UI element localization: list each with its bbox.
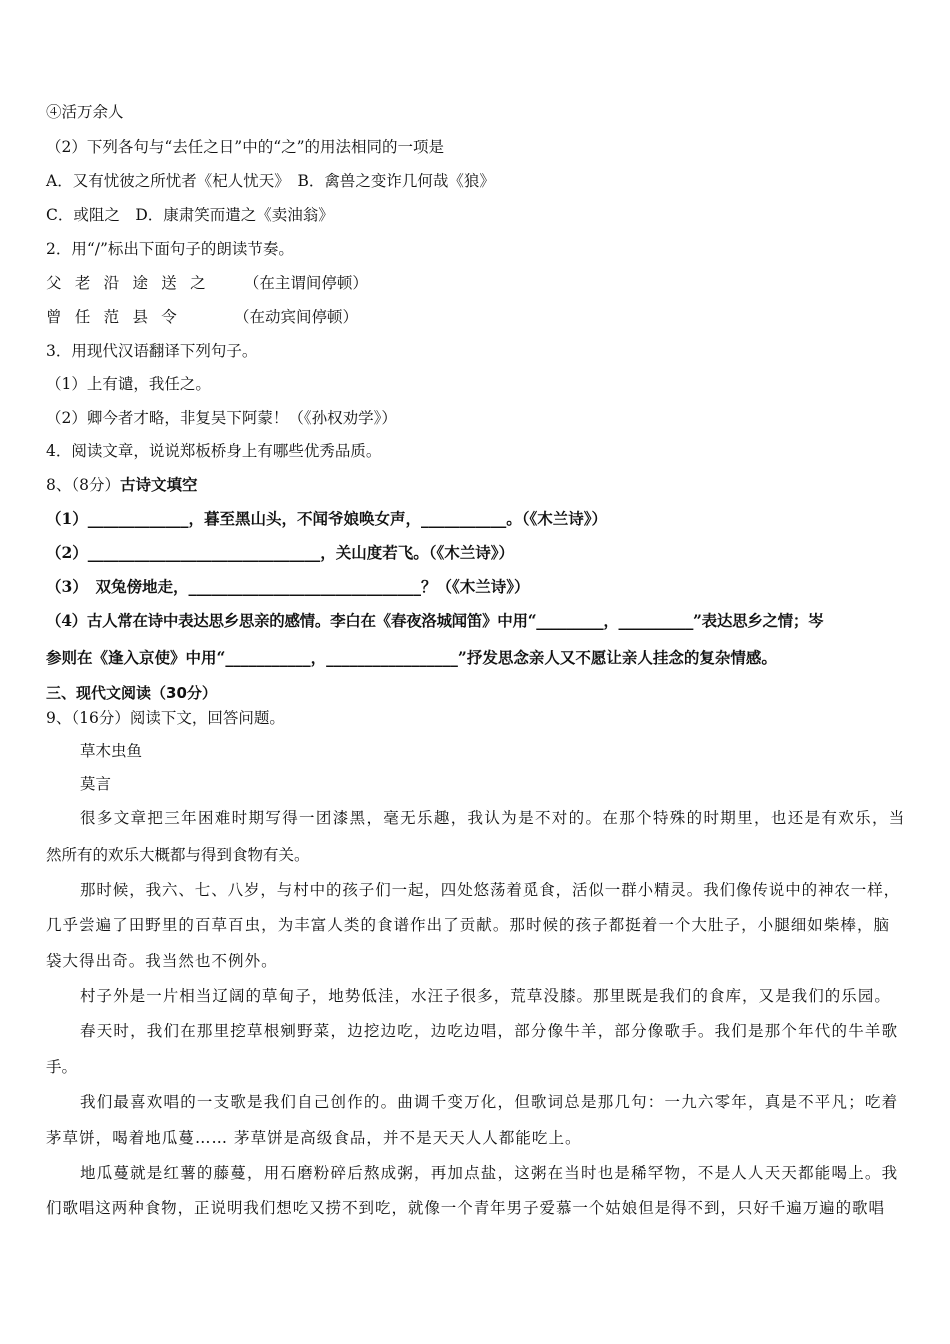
question-8-heading <box>46 475 198 495</box>
fill-blank-4-cont: 参则在《逢入京使》中用“___________，_________________”抒发思念亲人又不愿让亲人挂念的复杂情感。 <box>46 648 777 667</box>
choice-a-b: A．又有忧彼之所忧者《杞人忧天》 B．禽兽之变诈几何哉《狼》 <box>46 172 495 190</box>
paragraph-line: 们歌唱这两种食物，正说明我们想吃又捞不到吃，就像一个青年男子爱慕一个姑娘但是得不到，只好千遍万遍的歌唱 <box>46 1199 885 1217</box>
answer-option-4: ④活万余人 <box>46 103 124 121</box>
question-2-2: （2）下列各句与“去任之日”中的“之”的用法相同的一项是 <box>46 138 445 156</box>
question-3-1: （1）上有谴，我任之。 <box>46 375 211 393</box>
question-8-title: 古诗文填空 <box>119 475 198 494</box>
fill-blank-4: （4）古人常在诗中表达思乡思亲的感情。李白在《春夜洛城闻笛》中用“_________，__________”表达思乡之情；岑 <box>46 611 824 630</box>
fill-blank-2: （2）______________________________，关山度若飞。（《木兰诗》） <box>46 543 515 562</box>
paragraph-line: 村子外是一片相当辽阔的草甸子，地势低洼，水汪子很多，荒草没膝。那里既是我们的食库，又是我们的乐园。 <box>80 987 891 1005</box>
section-heading: 三、现代文阅读（30分） <box>46 684 217 702</box>
rhythm-sentence-2 <box>46 307 358 327</box>
rhythm-sentence-1 <box>46 273 368 293</box>
choice-c-d: C．或阻之 D．康肃笑而遣之《卖油翁》 <box>46 206 334 224</box>
paragraph-line: 那时候，我六、七、八岁，与村中的孩子们一起，四处悠荡着觅食，活似一群小精灵。我们像传说中的神农一样， <box>80 881 901 899</box>
paragraph-line: 茅草饼，喝着地瓜蔓…… 茅草饼是高级食品，并不是天天人人都能吃上。 <box>46 1129 582 1147</box>
paragraph-line: 袋大得出奇。我当然也不例外。 <box>46 952 278 970</box>
question-2: 2．用“/”标出下面句子的朗读节奏。 <box>46 240 294 258</box>
question-3-2: （2）卿今者才略，非复吴下阿蒙！（《孙权劝学》） <box>46 409 397 427</box>
rhythm-hint-1: （在主谓间停顿） <box>243 274 368 292</box>
paragraph-line: 春天时，我们在那里挖草根剜野菜，边挖边吃，边吃边唱，部分像牛羊，部分像歌手。我们是那个年代的牛羊歌 <box>80 1022 899 1040</box>
question-9: 9、（16分）阅读下文，回答问题。 <box>46 709 285 727</box>
fill-blank-1: （1）_____________，暮至黑山头，不闻爷娘唤女声，___________。（《木兰诗》） <box>46 509 608 528</box>
article-title: 草木虫鱼 <box>80 742 143 760</box>
question-3: 3．用现代汉语翻译下列句子。 <box>46 342 258 360</box>
rhythm-hint-2: （在动宾间停顿） <box>234 308 359 326</box>
article-author: 莫言 <box>80 775 112 793</box>
paragraph-line: 很多文章把三年困难时期写得一团漆黑，毫无乐趣，我认为是不对的。在那个特殊的时期里，也还是有欢乐，当 <box>80 809 906 827</box>
paragraph-line: 几乎尝遍了田野里的百草百虫，为丰富人类的食谱作出了贡献。那时候的孩子都挺着一个大肚子，小腿细如柴棒，脑 <box>46 916 891 934</box>
rhythm-text-2: 曾 任 范 县 令 <box>46 308 182 326</box>
paragraph-line: 我们最喜欢唱的一支歌是我们自己创作的。曲调千变万化，但歌词总是那几句：一九六零年，真是不平凡；吃着 <box>80 1093 899 1111</box>
rhythm-text-1: 父 老 沿 途 送 之 <box>46 274 210 292</box>
paragraph-line: 手。 <box>46 1058 78 1076</box>
fill-blank-3: （3） 双兔傍地走，______________________________？（《木兰诗》） <box>46 577 530 596</box>
question-4: 4．阅读文章，说说郑板桥身上有哪些优秀品质。 <box>46 442 382 460</box>
question-8-number: 8、（8分） <box>46 476 120 494</box>
paragraph-line: 然所有的欢乐大概都与得到食物有关。 <box>46 846 310 864</box>
paragraph-line: 地瓜蔓就是红薯的藤蔓，用石磨粉碎后熬成粥，再加点盐，这粥在当时也是稀罕物，不是人人天天都能喝上。我 <box>80 1164 899 1182</box>
